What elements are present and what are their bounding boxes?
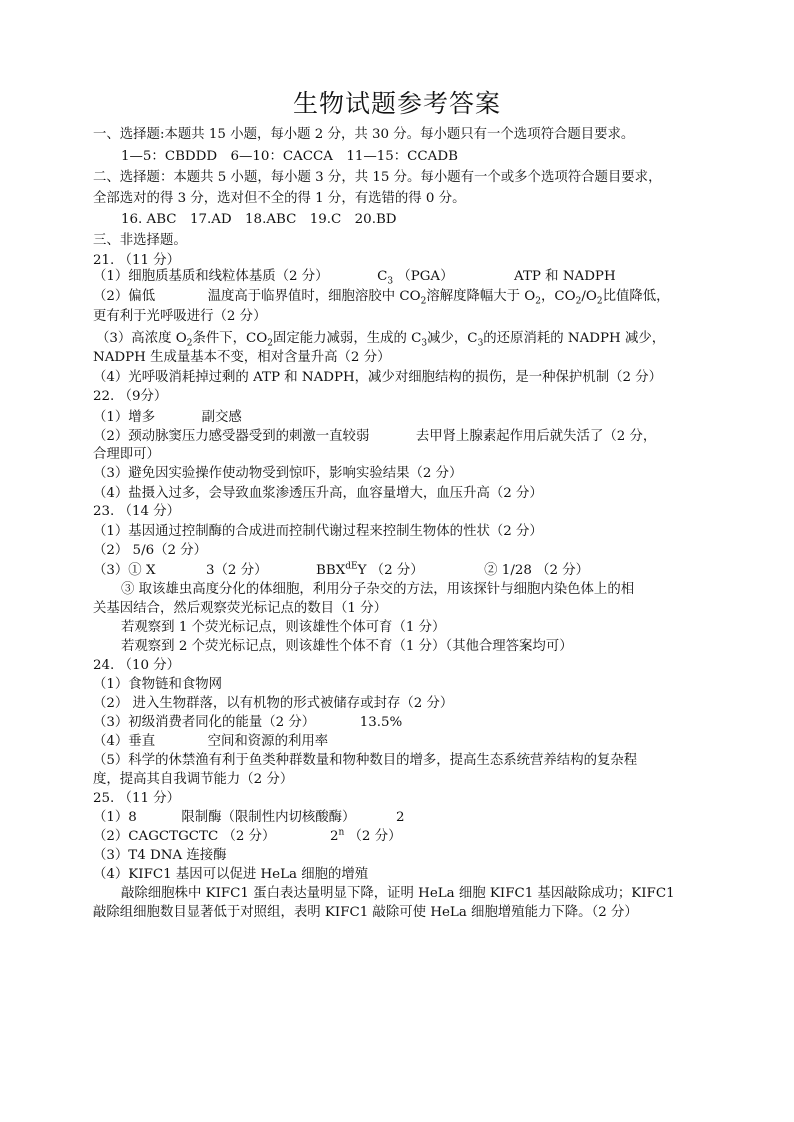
q25-answer-1 — [93, 809, 405, 827]
q23-heading: 23. （14 分） — [93, 504, 181, 519]
q22-answer-2-line1 — [93, 428, 656, 446]
section-2-description-line2: 全部选对的得 3 分，选对但不全的得 1 分，有选错的得 0 分。 — [93, 191, 466, 206]
section-2-description-line1: 二、选择题：本题共 5 小题，每小题 3 分，共 15 分。每小题有一个或多个选项符合题目要求， — [93, 170, 662, 185]
q23-answer-3 — [93, 562, 589, 580]
q25-answer-1-part1: （1）8 — [93, 810, 137, 825]
q24-answer-3 — [93, 714, 402, 732]
q23-answer-3-result-2: 若观察到 2 个荧光标记点，则该雄性个体不育（1 分）（其他合理答案均可） — [121, 639, 573, 654]
q21-answer-4: （4）光呼吸消耗掉过剩的 ATP 和 NADPH，减少对细胞结构的损伤，是一种保护机制（2 分） — [93, 370, 663, 385]
q24-answer-4 — [93, 733, 328, 751]
q21-answer-1 — [93, 268, 616, 286]
q25-answer-4: （4）KIFC1 基因可以促进 HeLa 细胞的增殖 — [93, 867, 369, 882]
q21-answer-3-line1: （3）高浓度 $O_2$条件下，$CO_2$固定能力减弱，生成的 $C_3$减少，$C_3$的还原消耗的 NADPH 减少， — [96, 331, 666, 349]
q21-answer-2-part2: 温度高于临界值时，细胞溶胶中 $CO_2$溶解度降幅大于 $O_2$，$CO_2/O_2$比值降低， — [207, 289, 670, 307]
q24-answer-1: （1）食物链和食物网 — [93, 677, 223, 692]
q25-answer-4-explanation-line2: 敲除组细胞数目显著低于对照组，表明 KIFC1 敲除可使 HeLa 细胞增殖能力下降。（2 分） — [93, 905, 638, 920]
q21-answer-1-part2: $C_3$ （PGA） — [377, 269, 454, 287]
q23-answer-2: （2） 5/6（2 分） — [93, 543, 208, 558]
section-1-description: 一、选择题:本题共 15 小题，每小题 2 分，共 30 分。每小题只有一个选项符合题目要求。 — [93, 127, 635, 142]
q24-heading: 24. （10 分） — [93, 658, 181, 673]
q23-answer-3-method-line2: 关基因结合，然后观察荧光标记点的数目（1 分） — [93, 601, 387, 616]
q25-answer-2-part2: 2$^n$ （2 分） — [329, 827, 402, 844]
q21-answer-1-part1: （1）细胞质基质和线粒体基质（2 分） — [93, 269, 329, 284]
q22-answer-1 — [93, 409, 242, 427]
q23-answer-3-result-1: 若观察到 1 个荧光标记点，则该雄性个体可育（1 分） — [121, 620, 446, 635]
q24-answer-5-line1: （5）科学的休禁渔有利于鱼类种群数量和物种数目的增多，提高生态系统营养结构的复杂程 — [93, 753, 638, 768]
q25-answer-2-part1: （2）CAGCTGCTC （2 分） — [93, 829, 276, 844]
q22-heading: 22. （9分） — [93, 389, 168, 404]
q22-answer-2-part1: （2）颈动脉窦压力感受器受到的刺激一直较弱 — [93, 429, 370, 444]
section-1-answers: 1—5：CBDDD 6—10：CACCA 11—15：CCADB — [121, 149, 458, 164]
q25-answer-1-part2: 限制酶（限制性内切核酸酶） — [181, 810, 356, 825]
q22-answer-2-part2: 去甲肾上腺素起作用后就失活了（2 分， — [415, 429, 657, 444]
q21-answer-3-line2: NADPH 生成量基本不变，相对含量升高（2 分） — [93, 350, 391, 365]
q22-answer-1-part1: （1）增多 — [93, 410, 156, 425]
q21-answer-2-part1: （2）偏低 — [93, 289, 156, 304]
q21-heading: 21. （11 分） — [93, 253, 181, 268]
q24-answer-4-part2: 空间和资源的利用率 — [207, 734, 329, 749]
q25-heading: 25. （11 分） — [93, 791, 181, 806]
q24-answer-3-part1: （3）初级消费者同化的能量（2 分） — [93, 715, 316, 730]
q25-answer-1-part3: 2 — [395, 810, 405, 825]
q23-answer-1: （1）基因通过控制酶的合成进而控制代谢过程来控制生物体的性状（2 分） — [93, 524, 543, 539]
q21-answer-2-line2: 更有利于光呼吸进行（2 分） — [93, 309, 267, 324]
q23-answer-3-part2: 3（2 分） — [206, 563, 268, 578]
q22-answer-2-line2: 合理即可） — [93, 447, 160, 462]
q24-answer-2: （2） 进入生物群落，以有机物的形式被储存或封存（2 分） — [93, 696, 454, 711]
page-title: 生物试题参考答案 — [292, 89, 501, 118]
q21-answer-2-line1 — [93, 288, 670, 306]
section-3-description: 三、非选择题。 — [93, 233, 187, 248]
q23-answer-3-method-line1: ③ 取该雄虫高度分化的体细胞，利用分子杂交的方法，用该探针与细胞内染色体上的相 — [121, 582, 635, 597]
q24-answer-5-line2: 度，提高其自我调节能力（2 分） — [93, 772, 294, 787]
q25-answer-3: （3）T4 DNA 连接酶 — [93, 848, 227, 863]
q22-answer-1-part2: 副交感 — [201, 410, 242, 425]
q24-answer-3-part2: 13.5% — [359, 715, 403, 730]
q24-answer-4-part1: （4）垂直 — [93, 734, 156, 749]
section-2-answers: 16. ABC 17.AD 18.ABC 19.C 20.BD — [121, 212, 397, 227]
q22-answer-4: （4）盐摄入过多，会导致血浆渗透压升高，血容量增大，血压升高（2 分） — [93, 486, 543, 501]
q25-answer-4-explanation-line1: 敲除细胞株中 KIFC1 蛋白表达量明显下降，证明 HeLa 细胞 KIFC1 基因敲除成功；KIFC1 — [121, 886, 675, 901]
q25-answer-2 — [93, 828, 402, 846]
q23-answer-3-part3: $BBX^{dE}Y$ （2 分） — [316, 561, 424, 578]
q21-answer-1-part3: ATP 和 NADPH — [514, 269, 616, 284]
q23-answer-3-part1: （3）① X — [93, 563, 156, 578]
q23-answer-3-part4: ② 1/28 （2 分） — [484, 563, 590, 578]
q22-answer-3: （3）避免因实验操作使动物受到惊吓，影响实验结果（2 分） — [93, 466, 463, 481]
